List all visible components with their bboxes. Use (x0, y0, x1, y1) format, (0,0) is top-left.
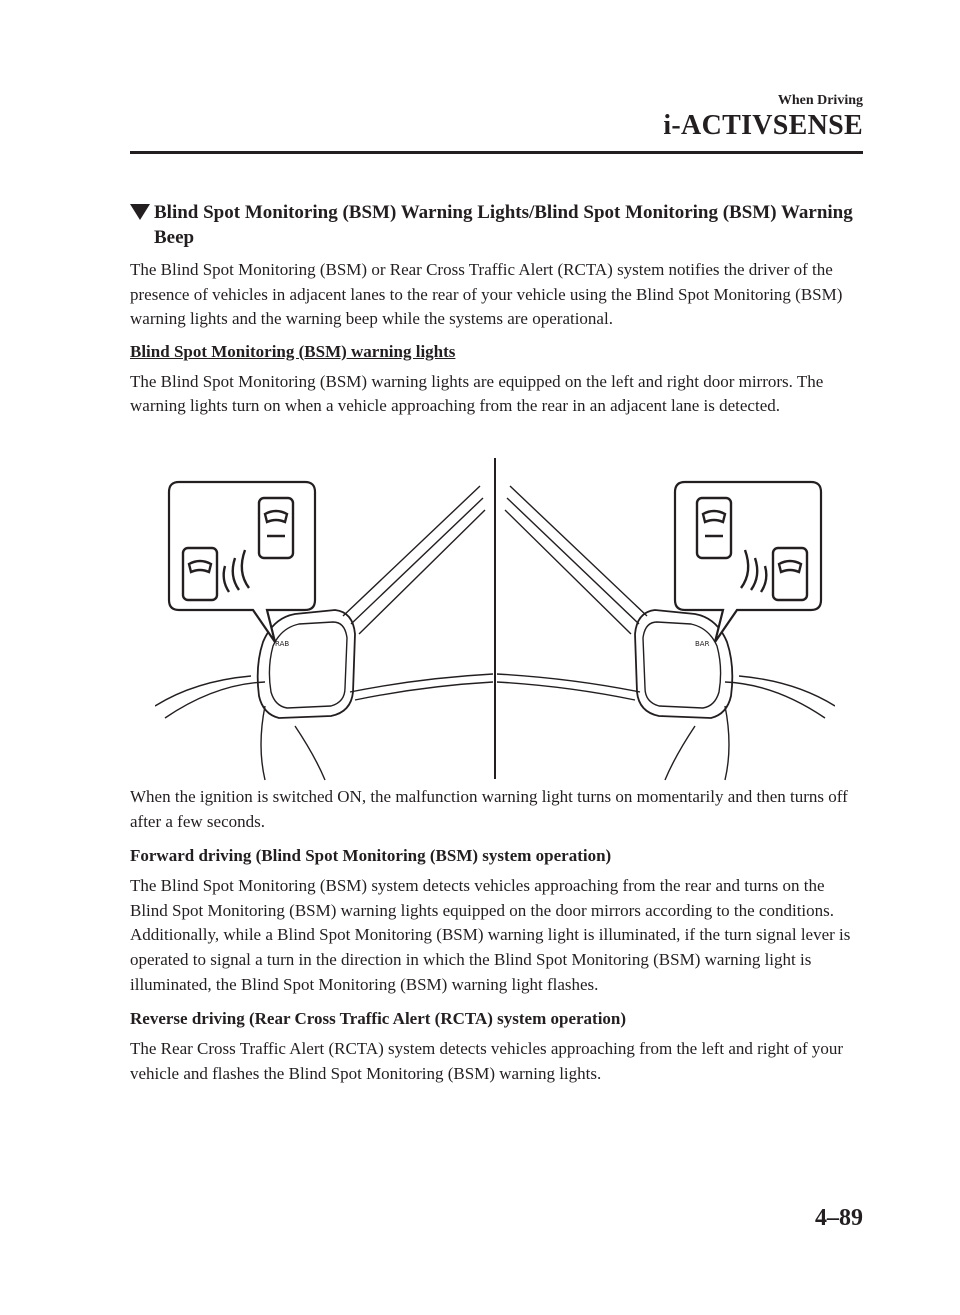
running-header-chapter: i-ACTIVSENSE (663, 110, 863, 141)
section-heading (130, 200, 865, 250)
svg-text:BAR: BAR (695, 640, 710, 648)
door-mirror-illustration (155, 456, 835, 781)
section-heading-text: Blind Spot Monitoring (BSM) Warning Lights/Blind Spot Monitoring (BSM) Warning Beep (154, 202, 853, 248)
page-number: 4–89 (815, 1205, 863, 1231)
left-mirror-scene (155, 482, 493, 780)
content-section (130, 200, 865, 419)
header-rule (130, 151, 863, 154)
ignition-paragraph: When the ignition is switched ON, the malfunction warning light turns on momentarily and then turns off after a few seconds. (130, 787, 848, 831)
warning-lights-paragraph: The Blind Spot Monitoring (BSM) warning lights are equipped on the left and right door mirrors. The warning lights turn on when a vehicle approaching from the rear in an adjacent lane is detected. (130, 371, 824, 416)
right-mirror-scene (497, 482, 835, 780)
intro-paragraph: The Blind Spot Monitoring (BSM) or Rear Cross Traffic Alert (RCTA) system notifies the driver of the presence of vehicles in adjacent lanes to the rear of your vehicle using the Blind Spot Monitoring (BSM) warning lights and the warning beep while the systems are operational. (130, 260, 843, 329)
subheading-reverse-driving: Reverse driving (Rear Cross Traffic Alert (RCTA) system operation) (130, 1009, 627, 1029)
running-header-section: When Driving (777, 93, 863, 108)
subheading-forward-driving: Forward driving (Blind Spot Monitoring (BSM) system operation) (130, 846, 612, 866)
subheading-warning-lights: Blind Spot Monitoring (BSM) warning lights (130, 341, 456, 361)
forward-driving-paragraph: The Blind Spot Monitoring (BSM) system detects vehicles approaching from the rear and turns on the Blind Spot Monitoring (BSM) warning lights equipped on the door mirrors according to the conditions. Additionally, while a Blind Spot Monitoring (BSM) warning light is illuminated, if the turn signal lever is operated to signal a turn in the direction in which the Blind Spot Monitoring (BSM) warning light is illuminated, the Blind Spot Monitoring (BSM) warning light flashes. (130, 876, 851, 994)
down-triangle-icon (130, 204, 150, 220)
svg-text:RAB: RAB (275, 640, 290, 648)
reverse-driving-paragraph: The Rear Cross Traffic Alert (RCTA) system detects vehicles approaching from the left and right of your vehicle and flashes the Blind Spot Monitoring (BSM) warning lights. (130, 1039, 844, 1083)
content-section-2 (130, 785, 865, 1086)
